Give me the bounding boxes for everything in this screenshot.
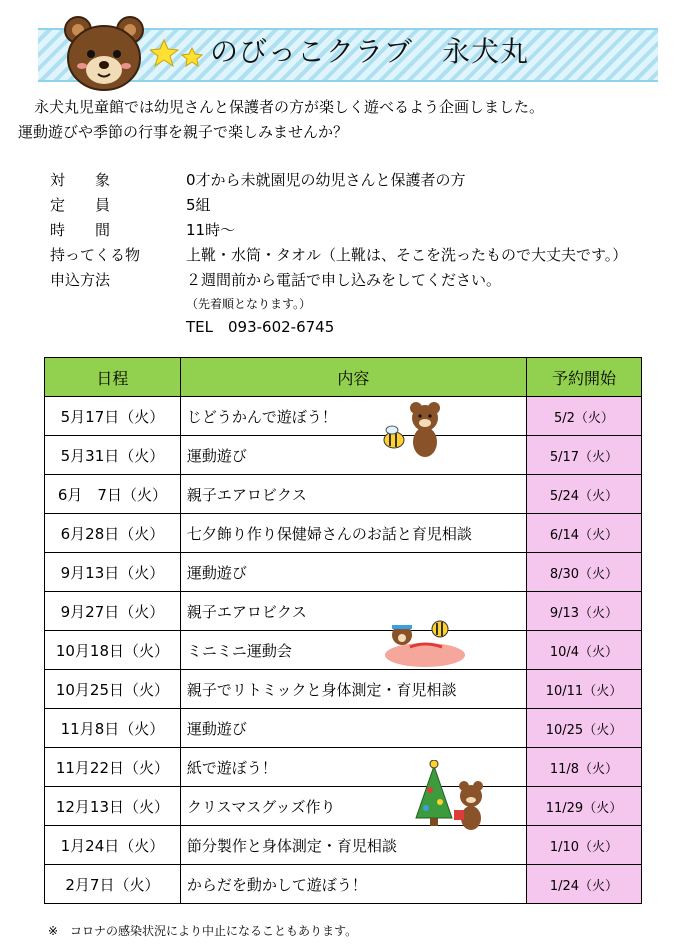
table-row bbox=[45, 397, 642, 436]
reservation-cell: 11/8（火） bbox=[526, 748, 641, 787]
info-row-items bbox=[50, 243, 627, 268]
content-cell: 親子エアロビクス bbox=[180, 475, 526, 514]
content-cell: 節分製作と身体測定・育児相談 bbox=[180, 826, 526, 865]
column-header-content: 内容 bbox=[180, 358, 526, 397]
reservation-cell: 11/29（火） bbox=[526, 787, 641, 826]
content-cell: 運動遊び bbox=[180, 553, 526, 592]
date-cell: 11月22日（火） bbox=[45, 748, 181, 787]
schedule-table bbox=[44, 357, 642, 904]
reservation-cell: 10/11（火） bbox=[526, 670, 641, 709]
info-label: 持ってくる物 bbox=[50, 246, 141, 264]
table-row bbox=[45, 709, 642, 748]
date-cell: 9月27日（火） bbox=[45, 592, 181, 631]
content-cell: 運動遊び bbox=[180, 436, 526, 475]
reservation-cell: 10/4（火） bbox=[526, 631, 641, 670]
reservation-cell: 1/24（火） bbox=[526, 865, 641, 904]
reservation-cell: 5/2（火） bbox=[526, 397, 641, 436]
intro-line-2: 運動遊びや季節の行事を親子で楽しみませんか？ bbox=[18, 123, 349, 141]
reservation-cell: 8/30（火） bbox=[526, 553, 641, 592]
table-row bbox=[45, 748, 642, 787]
footnote: ※ コロナの感染状況により中止になることもあります。 bbox=[48, 924, 358, 938]
page-title: のびっこクラブ 永犬丸 bbox=[210, 35, 530, 68]
date-cell: 6月28日（火） bbox=[45, 514, 181, 553]
content-cell: じどうかんで遊ぼう！ bbox=[180, 397, 526, 436]
table-row bbox=[45, 631, 642, 670]
content-cell: 親子エアロビクス bbox=[180, 592, 526, 631]
info-value: 上靴・水筒・タオル（上靴は、そこを洗ったもので大丈夫です。） bbox=[186, 246, 628, 264]
info-row-capacity bbox=[50, 193, 627, 218]
info-value: 5組 bbox=[186, 196, 211, 214]
info-label: 申込方法 bbox=[50, 271, 111, 289]
table-row bbox=[45, 436, 642, 475]
table-row bbox=[45, 787, 642, 826]
table-row bbox=[45, 826, 642, 865]
content-cell: 運動遊び bbox=[180, 709, 526, 748]
info-value: ２週間前から電話で申し込みをしてください。 bbox=[186, 271, 502, 289]
date-cell: 12月13日（火） bbox=[45, 787, 181, 826]
column-header-reservation: 予約開始 bbox=[526, 358, 641, 397]
info-value: 0才から未就園児の幼児さんと保護者の方 bbox=[186, 171, 466, 189]
content-cell: ミニミニ運動会 bbox=[180, 631, 526, 670]
info-label: 対 象 bbox=[50, 171, 111, 189]
first-come-note: （先着順となります。） bbox=[186, 297, 312, 311]
reservation-cell: 5/24（火） bbox=[526, 475, 641, 514]
date-cell: 10月18日（火） bbox=[45, 631, 181, 670]
content-cell: 親子でリトミックと身体測定・育児相談 bbox=[180, 670, 526, 709]
info-section bbox=[50, 168, 627, 340]
bear-with-bee-illustration bbox=[380, 398, 440, 460]
info-label: 時 間 bbox=[50, 221, 111, 239]
date-cell: 9月13日（火） bbox=[45, 553, 181, 592]
date-cell: 1月24日（火） bbox=[45, 826, 181, 865]
table-row bbox=[45, 514, 642, 553]
table-row bbox=[45, 592, 642, 631]
content-cell: 七夕飾り作り保健婦さんのお話と育児相談 bbox=[180, 514, 526, 553]
reservation-cell: 9/13（火） bbox=[526, 592, 641, 631]
table-header-row bbox=[45, 358, 642, 397]
info-label: 定 員 bbox=[50, 196, 111, 214]
reservation-cell: 10/25（火） bbox=[526, 709, 641, 748]
intro-line-1: 永犬丸児童館では幼児さんと保護者の方が楽しく遊べるよう企画しました。 bbox=[34, 98, 545, 116]
date-cell: 11月8日（火） bbox=[45, 709, 181, 748]
date-cell: 10月25日（火） bbox=[45, 670, 181, 709]
column-header-date: 日程 bbox=[45, 358, 181, 397]
date-cell: 6月 7日（火） bbox=[45, 475, 181, 514]
info-value: 11時～ bbox=[186, 221, 236, 239]
content-cell: からだを動かして遊ぼう！ bbox=[180, 865, 526, 904]
table-row bbox=[45, 670, 642, 709]
reservation-cell: 5/17（火） bbox=[526, 436, 641, 475]
content-cell: 紙で遊ぼう！ bbox=[180, 748, 526, 787]
reservation-cell: 6/14（火） bbox=[526, 514, 641, 553]
sports-day-illustration bbox=[380, 617, 470, 672]
info-row-time bbox=[50, 218, 627, 243]
stars-icon bbox=[150, 38, 206, 72]
info-row-apply bbox=[50, 268, 627, 293]
reservation-cell: 1/10（火） bbox=[526, 826, 641, 865]
date-cell: 5月31日（火） bbox=[45, 436, 181, 475]
content-cell: クリスマスグッズ作り bbox=[180, 787, 526, 826]
date-cell: 5月17日（火） bbox=[45, 397, 181, 436]
info-row-target bbox=[50, 168, 627, 193]
table-row bbox=[45, 865, 642, 904]
date-cell: 2月7日（火） bbox=[45, 865, 181, 904]
bear-head-icon bbox=[60, 12, 150, 94]
phone-number: TEL 093-602-6745 bbox=[186, 318, 335, 336]
table-row bbox=[45, 553, 642, 592]
christmas-tree-bear-illustration bbox=[412, 760, 492, 832]
table-row bbox=[45, 475, 642, 514]
intro-text bbox=[18, 95, 544, 145]
